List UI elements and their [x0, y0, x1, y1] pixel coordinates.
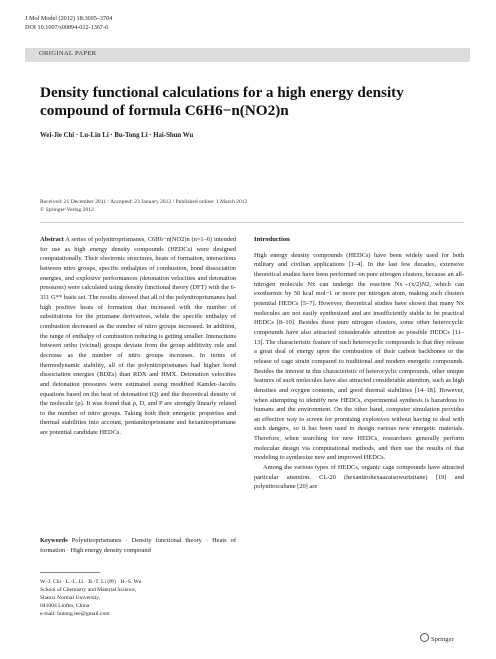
- abstract: [40, 235, 236, 438]
- affiliation-university: Shanxi Normal University,: [40, 595, 101, 602]
- affiliation-school: School of Chemistry and Material Science,: [40, 587, 137, 594]
- author-list: Wei-Jie Chi · Lu-Lin Li · Bu-Tong Li · Hai-Shun Wu: [40, 132, 194, 139]
- paper-title: Density functional calculations for a high energy density compound of formula C6H6−n(NO2)n: [40, 84, 404, 119]
- abstract-text: A series of polynitroprismanes, C6H6−n(NO2)n (n=1–6) intended for use as high energy density compounds (HEDCs) were designed computationally. Their electronic structures, heats of formation, interactions between nitro groups, specific enthalpies of combustion, bond dissociation energies, and explosive performances (detonation velocities and detonation pressures) were calculated using density functional theory (DFT) with the 6-311 G** basis set. The results showed that all of the polynitroprismanes had high positive heats of formation that increased with the number of substitutions for the prismane derivatives, while the specific enthalpy of combustion decreased as the number of nitro groups increased. In addition, the range of enthalpy of combustion reducing is getting smaller. Interactions between ortho (vicinal) groups deviate from the group additivity rule and decrease as the number of nitro groups increases. In terms of thermodynamic stability, all of the polynitroprismanes had higher bond dissociation energies (BDEs) than RDX and HMX. Detonation velocities and detonation pressures were estimated using modified Kamlet–Jacobs equations based on the heat of detonation (Q) and the theoretical density of the molecule (ρ). It was found that ρ, D, and P are strongly linearly related to the number of nitro groups. Taking both their energetic properties and thermal stabilities into account, pentanitroprismane and hexanitroprismane are potential candidate HEDCs.: [40, 236, 236, 437]
- affiliation-email[interactable]: e-mail: butong.lee@gmail.com: [40, 611, 110, 618]
- keywords-text: Polynitroprismanes · Density functional theory · Heats of formation · High energy density compound: [40, 537, 236, 554]
- introduction-paragraph-2: Among the various types of HEDCs, organic cage compounds have attracted particular attention. CL-20 (hexanitrohexaazaisowurtzitane) [19] and polynitrocubane [20] are: [254, 464, 464, 491]
- keywords: [40, 536, 236, 555]
- publication-history: [40, 198, 247, 214]
- abstract-label: Abstract: [40, 236, 64, 243]
- publisher-footer: [420, 633, 454, 643]
- copyright: © Springer-Verlag 2012: [40, 207, 94, 214]
- affiliation-names: W.-J. Chi · L.-L. Li · B.-T. Li (✉) · H.-S. Wu: [40, 579, 142, 585]
- received-dates: Received: 21 December 2011 / Accepted: 23 January 2012 / Published online: 1 March 2012: [40, 199, 248, 205]
- header-divider: [40, 222, 464, 223]
- introduction-heading: Introduction: [254, 236, 290, 243]
- introduction-paragraph-1: High energy density compounds (HEDCs) have been widely used for both military and civilian applications [1–4]. In the last few decades, extensive theoretical studies have been performed on pure nitrogen clusters, because an all-nitrogen molecule Nx can undergo the reaction Nx→(x/2)N2, which can exothermic by 50 kcal mol−1 or more per nitrogen atom, making such clusters potential HEDCs [5–7]. However, theoretical studies have shown that many Nx molecules are not easily synthesized and are insufficiently stable to be practical HEDCs [8–10]. Besides these pure nitrogen clusters, some other heterocyclic compounds have also attracted considerable attention as possible HEDCs [11–13]. The characteristic feature of such heterocyclic compounds is that they release a great deal of energy upon the combustion of their carbon backbones or the release of cage strain compared to traditional and modern energetic compounds. Besides the interest in this characteristic of heterocyclic compounds, other unique features of such molecules have also attracted considerable attention, such as high densities and oxygen contents, and good thermal stabilities [14–18]. However, when attempting to identify new HEDCs, experimental synthesis is hazardous to humans and the environment. On the other hand, computer simulation provides an effective way to screen for promising explosives without having to deal with such dangers, so it has been used to design various new energetic materials. Therefore, when searching for new HEDCs, researchers generally perform molecular design via computational methods, and then use the results of that modeling to synthesize new and improved HEDCs.: [254, 251, 464, 462]
- section-band-label: ORIGINAL PAPER: [39, 50, 97, 57]
- affiliation-divider: [40, 572, 100, 573]
- doi: DOI 10.1007/s00894-012-1367-6: [25, 24, 109, 31]
- springer-logo-icon: [420, 633, 429, 642]
- keywords-label: Keywords: [40, 537, 68, 544]
- introduction: [254, 235, 464, 492]
- journal-citation: J Mol Model (2012) 18:3695–3704: [25, 15, 113, 22]
- section-band: [25, 48, 470, 62]
- affiliation: [40, 578, 230, 618]
- publisher-name: Springer: [431, 636, 454, 643]
- affiliation-city: 041004 Linfen, China: [40, 603, 90, 610]
